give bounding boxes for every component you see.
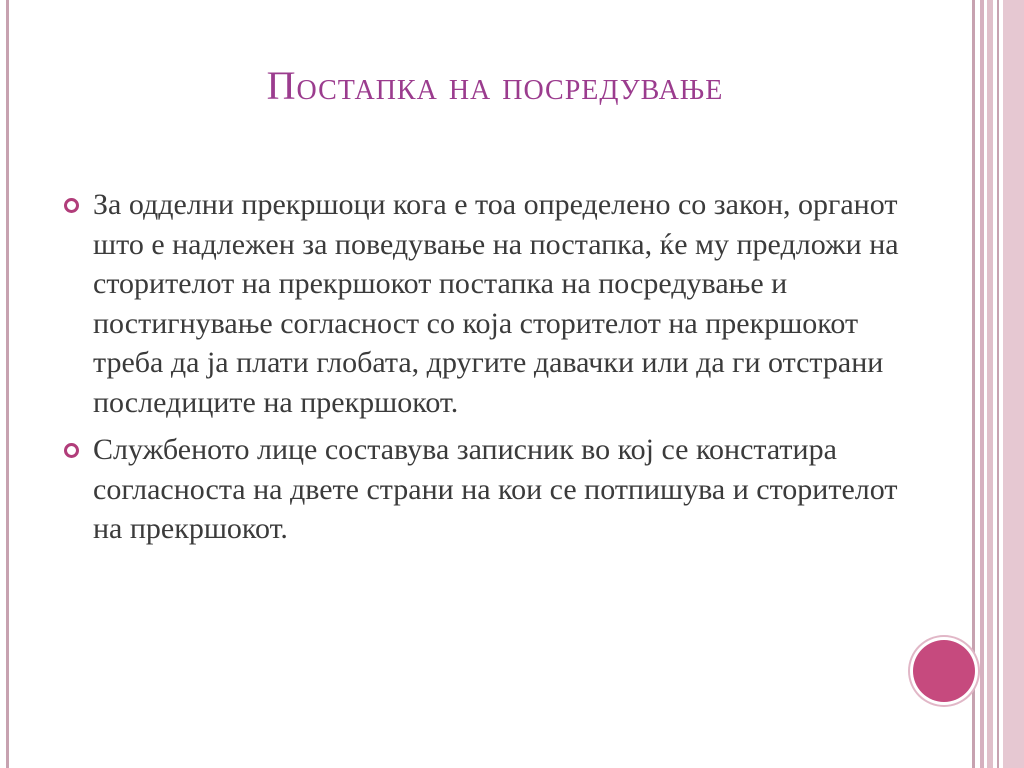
bullet-text: За одделни прекршоци кога е тоа определено со закон, органот што е надлежен за поведување на постапка, ќе му предложи на сторителот на прекршокот постапка на посредување и постигнување согласност со која сторителот на прекршокот треба да ја плати глобата, другите давачки или да ги отстрани последиците на прекршокот. xyxy=(93,188,899,419)
decorative-circle-icon xyxy=(913,640,975,702)
bullet-list xyxy=(62,185,912,549)
bullet-item xyxy=(62,430,912,549)
right-border-stripe xyxy=(997,0,999,768)
slide-title: Постапка на посредување xyxy=(266,63,724,108)
ring-bullet-icon xyxy=(64,443,79,458)
bullet-item xyxy=(62,185,912,422)
left-border-line xyxy=(6,0,9,768)
right-border-stripe xyxy=(987,0,993,768)
bullet-text: Службеното лице составува записник во кој се констатира согласноста на двете страни на кои се потпишува и сторителот на прекршокот. xyxy=(93,433,898,545)
right-border-stripe xyxy=(972,0,975,768)
right-border-stripe xyxy=(1003,0,1024,768)
ring-bullet-icon xyxy=(64,198,79,213)
right-border-stripe xyxy=(980,0,984,768)
